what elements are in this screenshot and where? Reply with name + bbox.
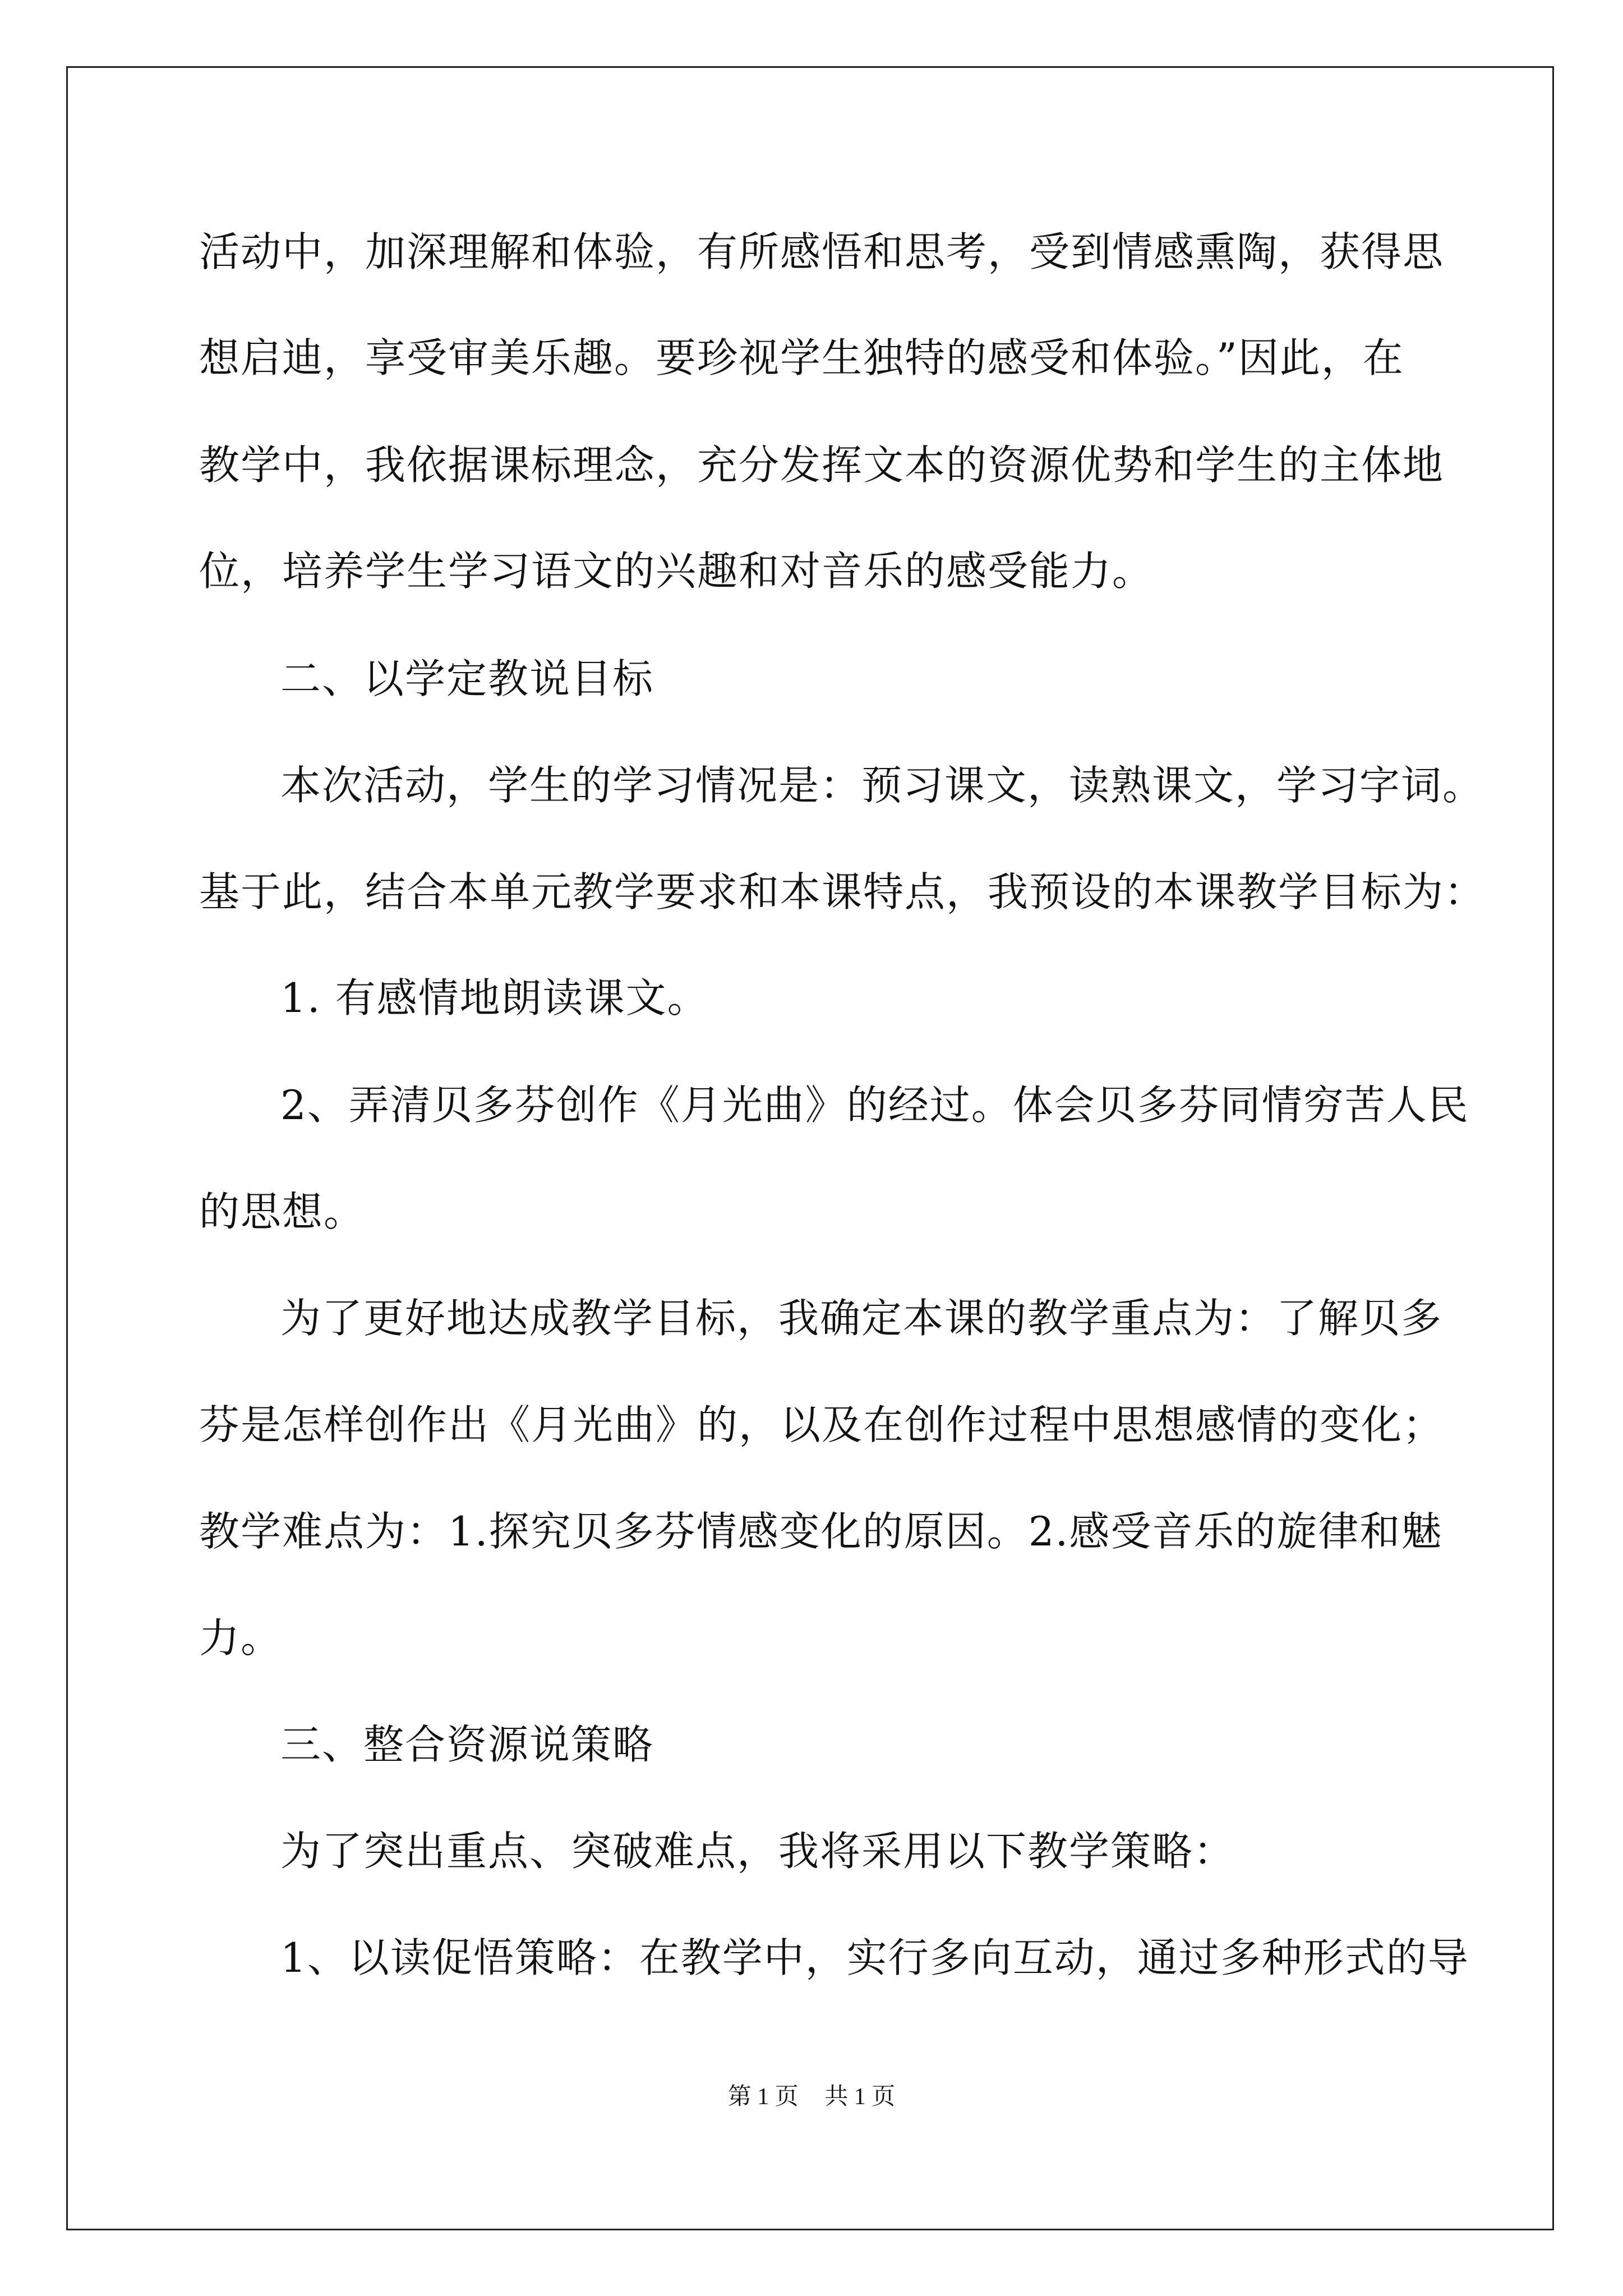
page-total: 共 1 页	[824, 2084, 896, 2110]
text-line: 教学难点为：1.探究贝多芬情感变化的原因。2.感受音乐的旋律和魅	[199, 1508, 1443, 1555]
text-line: 的思想。	[199, 1188, 366, 1235]
text-line: 本次活动，学生的学习情况是：预习课文，读熟课文，学习字词。	[280, 762, 1484, 809]
section-heading: 三、整合资源说策略	[280, 1721, 654, 1768]
list-item: 2、弄清贝多芬创作《月光曲》的经过。体会贝多芬同情穷苦人民	[280, 1082, 1469, 1129]
list-item: 1. 有感情地朗读课文。	[280, 974, 709, 1022]
text-line: 位，培养学生学习语文的兴趣和对音乐的感受能力。	[199, 547, 1154, 595]
text-line: 为了更好地达成教学目标，我确定本课的教学重点为：了解贝多	[280, 1295, 1443, 1342]
text-line: 力。	[199, 1614, 283, 1662]
section-heading: 二、以学定教说目标	[280, 655, 654, 702]
text-line: 想启迪，享受审美乐趣。要珍视学生独特的感受和体验。”因此，在	[199, 334, 1404, 381]
text-line: 基于此，结合本单元教学要求和本课特点，我预设的本课教学目标为：	[199, 868, 1486, 915]
page-footer	[0, 2080, 1623, 2114]
text-line: 活动中，加深理解和体验，有所感悟和思考，受到情感熏陶，获得思	[199, 228, 1445, 275]
page-number: 第 1 页	[727, 2084, 799, 2110]
page-border	[66, 66, 1554, 2230]
text-line: 为了突出重点、突破难点，我将采用以下教学策略：	[280, 1828, 1235, 1875]
list-item: 1、以读促悟策略：在教学中，实行多向互动，通过多种形式的导	[280, 1934, 1469, 1981]
text-line: 芬是怎样创作出《月光曲》的，以及在创作过程中思想感情的变化；	[199, 1401, 1445, 1448]
text-line: 教学中，我依据课标理念，充分发挥文本的资源优势和学生的主体地	[199, 441, 1445, 489]
